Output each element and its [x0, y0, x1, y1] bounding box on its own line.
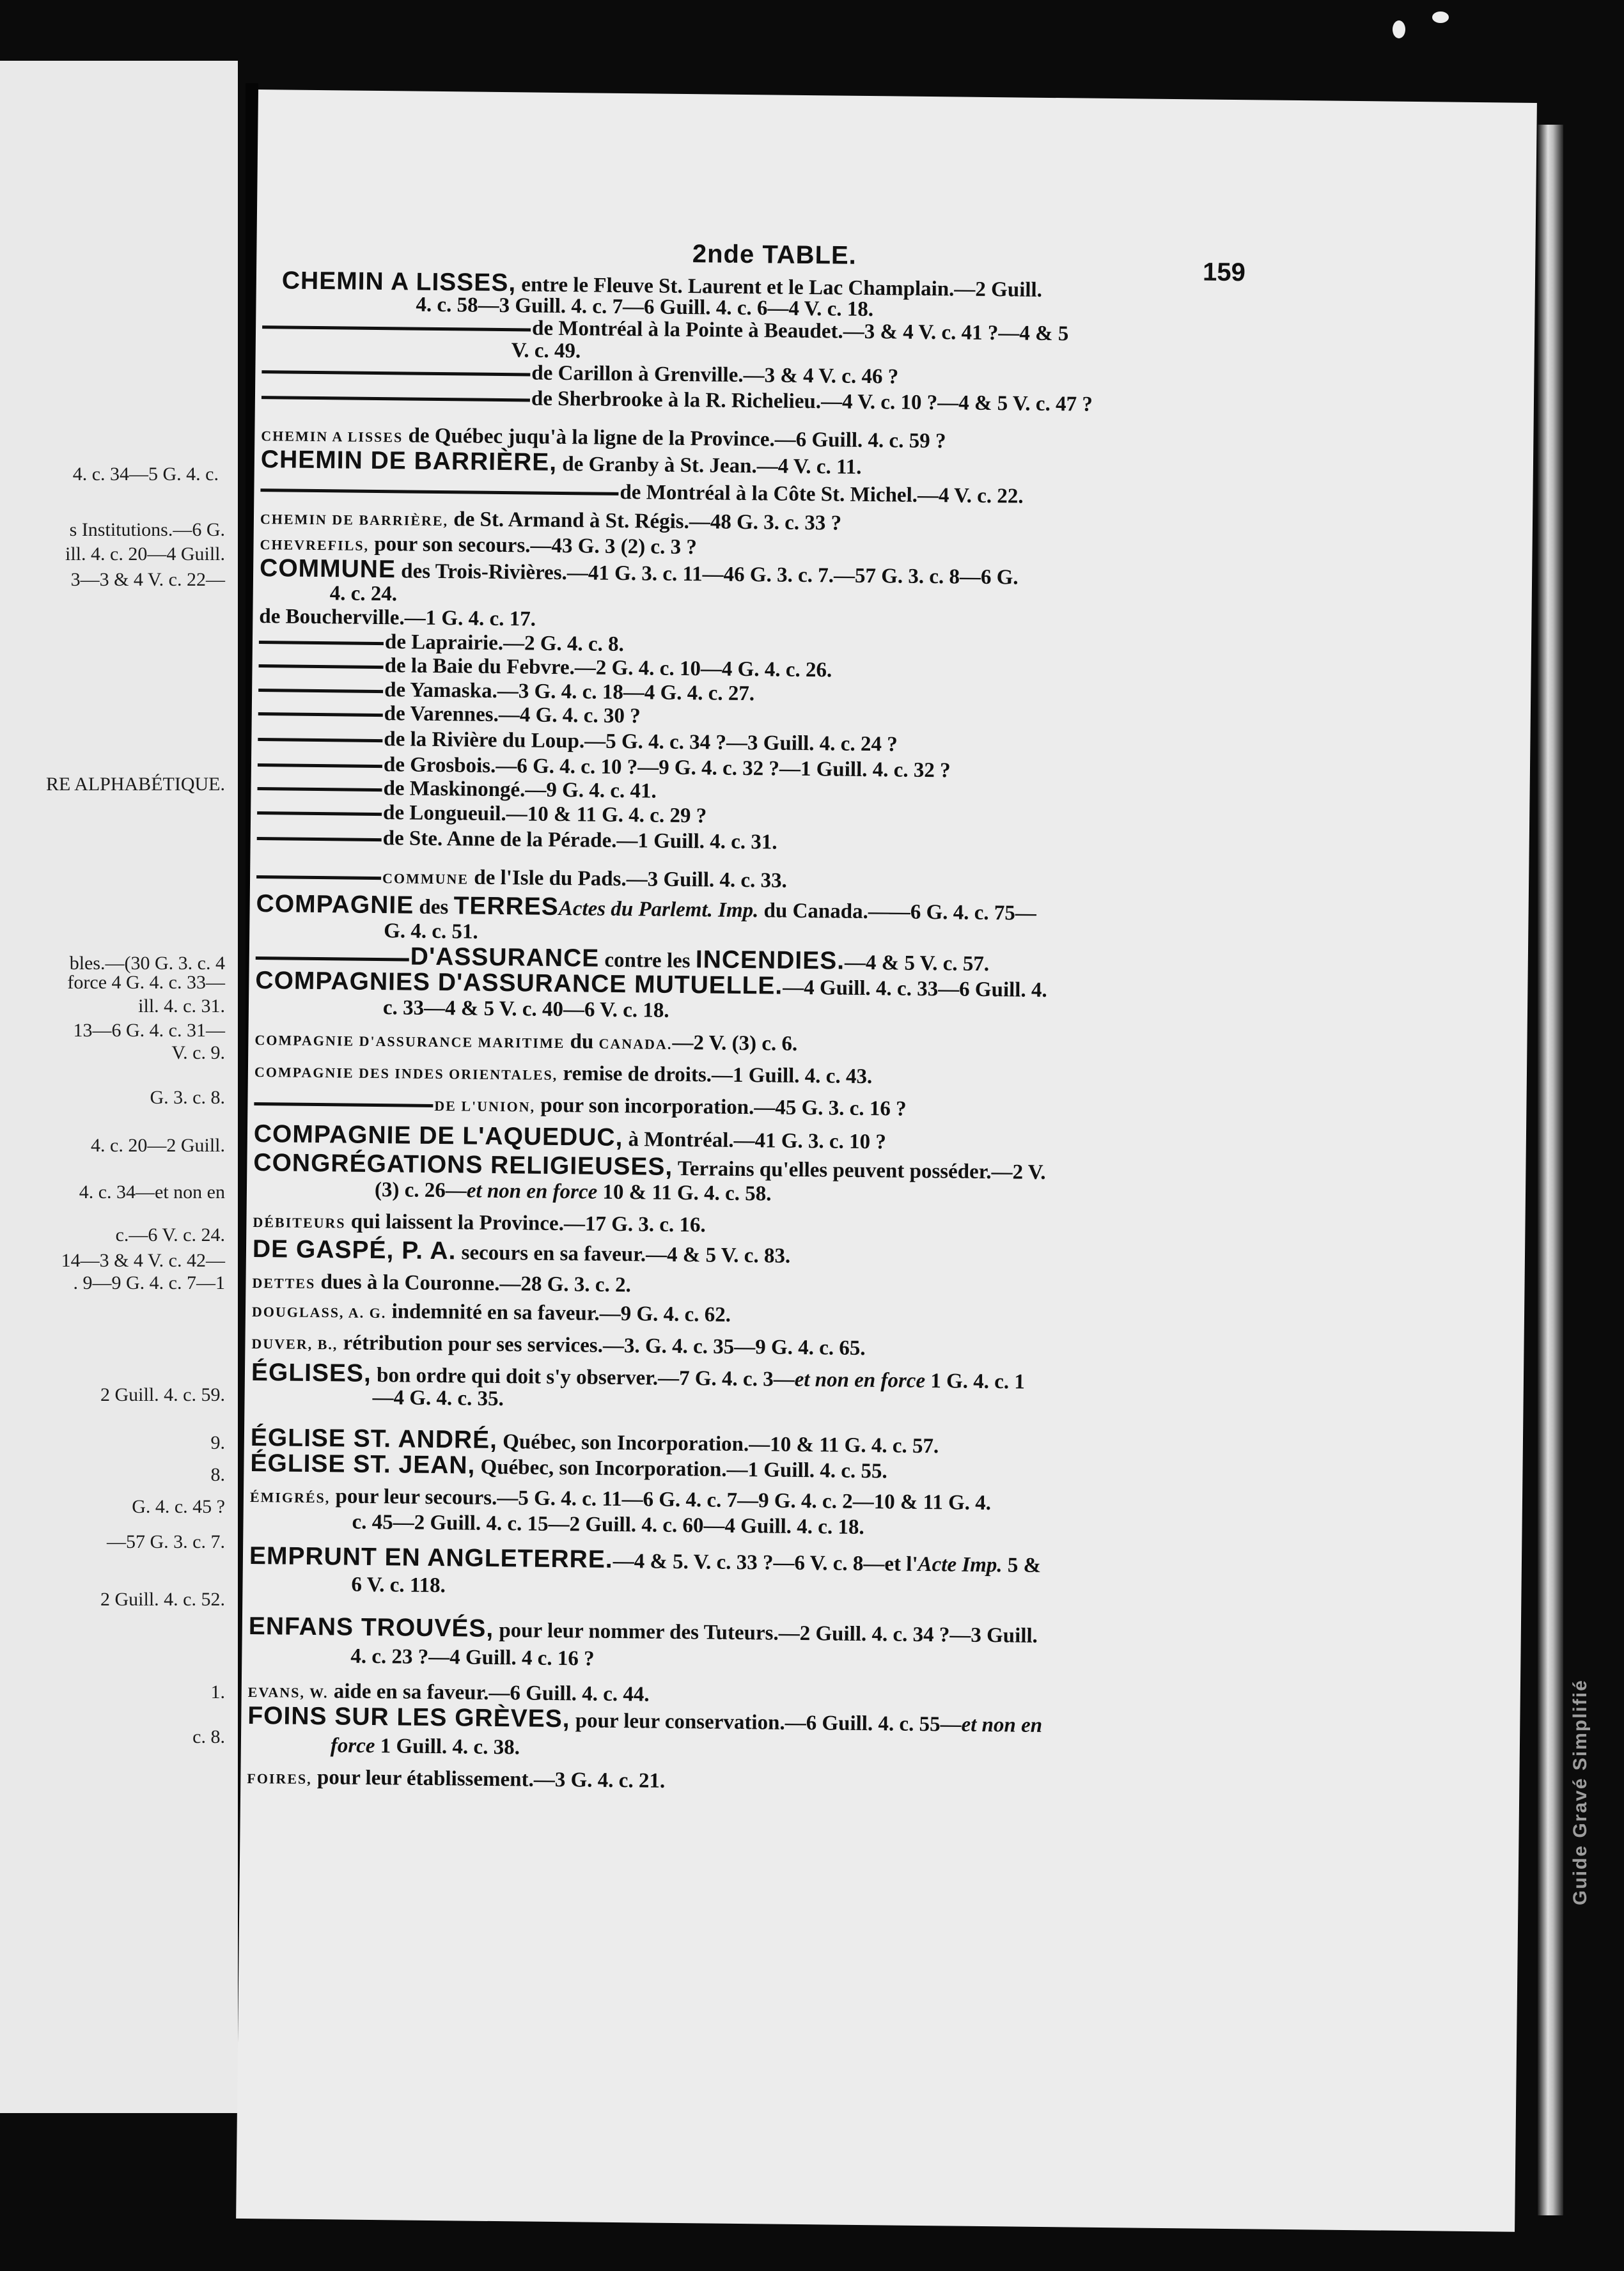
entry-heading: CANADA.: [598, 1035, 673, 1052]
ditto-rule: [256, 956, 409, 962]
entry-text: remise de droits.—1 Guill. 4. c. 43.: [558, 1061, 873, 1089]
index-entry: [254, 1058, 873, 1091]
entry-heading: CHEMIN DE BARRIÈRE,: [260, 446, 558, 476]
entry-heading: ÉGLISES,: [251, 1358, 372, 1387]
entry-heading: CHEVREFILS,: [260, 536, 370, 554]
entry-text: —4 & 5. V. c. 33 ?—6 V. c. 8—et l': [613, 1549, 918, 1576]
index-entry: [252, 1269, 631, 1299]
left-page-text-fragment: 13—6 G. 4. c. 31—: [73, 1020, 225, 1041]
ditto-rule: [258, 689, 383, 693]
left-page-text-fragment: ill. 4. c. 20—4 Guill.: [65, 543, 225, 565]
left-page-text-fragment: c.—6 V. c. 24.: [115, 1224, 225, 1245]
ditto-rule: [259, 664, 384, 669]
ditto-rule: [258, 712, 383, 717]
entry-text: Terrains qu'elles peuvent posséder.—2 V.: [673, 1157, 1046, 1184]
entry-text: de Granby à St. Jean.—4 V. c. 11.: [556, 452, 862, 479]
entry-heading: ENFANS TROUVÉS,: [248, 1612, 494, 1643]
entry-text: V. c. 49.: [511, 339, 581, 363]
index-entry: [262, 384, 1093, 417]
index-entry: [251, 1358, 1026, 1394]
index-entry: [253, 1208, 706, 1239]
entry-text: aide en sa faveur.—6 Guill. 4. c. 44.: [328, 1680, 650, 1706]
entry-text: pour son secours.—43 G. 3 (2) c. 3 ?: [368, 532, 698, 559]
entry-heading: DUVER, B.,: [251, 1335, 338, 1353]
left-page-text-fragment: G. 3. c. 8.: [150, 1087, 225, 1108]
entry-text: de Longueuil.—10 & 11 G. 4. c. 29 ?: [382, 801, 707, 828]
entry-text: du Canada.—: [758, 899, 890, 924]
entry-heading: COMPAGNIE DE L'AQUEDUC,: [253, 1120, 623, 1152]
ditto-rule: [259, 641, 384, 645]
entry-text: pour leur conservation.—6 Guill. 4. c. 55—: [570, 1709, 962, 1736]
entry-text: de Ste. Anne de la Pérade.—1 Guill. 4. c. 31.: [382, 827, 777, 854]
index-entry: [511, 338, 581, 363]
entry-text: de Sherbrooke à la R. Richelieu.—4 V. c. 10 ?—4 & 5 V. c. 47 ?: [531, 387, 1093, 416]
entry-text: de Grosbois.—6 G. 4. c. 10 ?—9 G. 4. c. 32 ?—1 Guill. 4. c. 32 ?: [383, 753, 951, 783]
entry-text: pour leur nommer des Tuteurs.—2 Guill. 4. c. 34 ?—3 Guill.: [493, 1618, 1038, 1648]
index-entry: [254, 1026, 797, 1058]
ditto-rule: [258, 787, 382, 792]
entry-heading: DOUGLASS, A. G.: [251, 1304, 387, 1322]
index-entry: [260, 476, 1024, 508]
left-page-text-fragment: 14—3 & 4 V. c. 42—: [61, 1250, 225, 1271]
entry-heading: ÉGLISE ST. JEAN,: [250, 1449, 476, 1479]
entry-heading: CONGRÉGATIONS RELIGIEUSES,: [253, 1149, 673, 1181]
index-entry: [352, 1510, 864, 1540]
entry-text: de Montréal à la Côte St. Michel.—4 V. c. 22.: [620, 480, 1024, 508]
entry-text: 4. c. 24.: [329, 582, 398, 606]
index-entry: [350, 1644, 595, 1671]
index-entry: [257, 775, 657, 804]
ditto-rule: [258, 763, 382, 768]
left-page-text-fragment: V. c. 9.: [171, 1042, 225, 1063]
entry-text: de l'Isle du Pads.—3 Guill. 4. c. 33.: [468, 866, 788, 893]
entry-text: des: [414, 895, 454, 919]
left-page-text-fragment: RE ALPHABÉTIQUE.: [46, 774, 225, 795]
entry-text: contre les: [599, 948, 696, 973]
entry-heading: ÉGLISE ST. ANDRÉ,: [250, 1423, 498, 1455]
scan-speck: [1393, 20, 1405, 38]
left-page-text-fragment: force 4 G. 4. c. 33—: [67, 972, 225, 993]
index-entry: [330, 581, 398, 606]
index-entry: [252, 1298, 731, 1329]
ditto-rule: [257, 811, 382, 816]
index-entry: [372, 1385, 504, 1411]
entry-text: 5 &: [1002, 1554, 1042, 1577]
entry-text: de Laprairie.—2 G. 4. c. 8.: [384, 630, 625, 657]
entry-text: c. 45—2 Guill. 4. c. 15—2 Guill. 4. c. 60—4 Guill. 4. c. 18.: [352, 1510, 864, 1540]
ditto-rule: [260, 488, 618, 496]
entry-heading: CHEMIN A LISSES,: [281, 267, 517, 297]
entry-text: Québec, son Incorporation.—10 & 11 G. 4. c. 57.: [497, 1430, 939, 1458]
entry-text: 1 G. 4. c. 1: [925, 1370, 1026, 1394]
entry-italic-text: et non en force: [466, 1179, 598, 1204]
entry-heading: COMPAGNIE: [256, 890, 414, 919]
entry-text: des Trois-Rivières.—41 G. 3. c. 11—46 G. 3. c. 7.—57 G. 3. c. 8—6 G.: [395, 559, 1019, 589]
left-page-text-fragment: c. 8.: [192, 1726, 225, 1747]
right-page: [236, 90, 1537, 2232]
entry-text: rétribution pour ses services.—3. G. 4. c. 35—9 G. 4. c. 65.: [338, 1331, 866, 1361]
ditto-rule: [262, 325, 531, 331]
entry-text: qui laissent la Province.—17 G. 3. c. 16.: [345, 1210, 706, 1237]
scan-speck: [1432, 12, 1449, 23]
entry-italic-text: et non en: [961, 1713, 1043, 1737]
index-entry: [254, 1090, 907, 1123]
entry-heading: EVANS, W.: [247, 1683, 329, 1701]
entry-italic-text: et non en force: [794, 1368, 926, 1393]
index-entry: [258, 700, 641, 728]
entry-heading: COMPAGNIE D'ASSURANCE MARITIME: [254, 1032, 565, 1052]
entry-text: de Varennes.—4 G. 4. c. 30 ?: [384, 702, 641, 728]
entry-text: (3) c. 26—: [374, 1178, 467, 1203]
left-page-text-fragment: 8.: [210, 1464, 225, 1485]
index-entry: [247, 1701, 1043, 1738]
entry-text: de Carillon à Grenville.—3 & 4 V. c. 46 ?: [531, 361, 899, 389]
left-page-text-fragment: 2 Guill. 4. c. 59.: [100, 1384, 225, 1405]
left-page-text-fragment: 1.: [210, 1682, 225, 1703]
entry-heading: ÉMIGRÉS,: [249, 1488, 331, 1506]
entry-text: bon ordre qui doit s'y observer.—7 G. 4. c. 3—: [371, 1363, 795, 1391]
ditto-rule: [256, 875, 381, 880]
entry-text: de St. Armand à St. Régis.—48 G. 3. c. 33 ?: [448, 508, 842, 535]
entry-text: dues à la Couronne.—28 G. 3. c. 2.: [315, 1270, 631, 1297]
left-page-text-fragment: 4. c. 34—5 G. 4. c.: [72, 464, 219, 485]
entry-heading: EMPRUNT EN ANGLETERRE.: [249, 1541, 613, 1573]
entry-text: 4. c. 58—3 Guill. 4. c. 7—6 Guill. 4. c. 6—4 V. c. 18.: [416, 293, 874, 322]
left-page-text-fragment: G. 4. c. 45 ?: [132, 1496, 225, 1517]
entry-text: c. 33—4 & 5 V. c. 40—6 V. c. 18.: [382, 996, 669, 1022]
entry-heading: COMPAGNIE DES INDES ORIENTALES,: [254, 1064, 558, 1083]
left-page-text-fragment: . 9—9 G. 4. c. 7—1: [73, 1272, 225, 1293]
left-page-text-fragment: 2 Guill. 4. c. 52.: [100, 1589, 225, 1610]
entry-text: indemnité en sa faveur.—9 G. 4. c. 62.: [386, 1300, 731, 1327]
left-page-text-fragment: bles.—(30 G. 3. c. 4: [69, 953, 225, 974]
entry-text: 1 Guill. 4. c. 38.: [375, 1735, 520, 1760]
entry-text: 4. c. 23 ?—4 Guill. 4 c. 16 ?: [350, 1644, 595, 1671]
ditto-rule: [254, 1102, 433, 1107]
entry-text: 10 & 11 G. 4. c. 58.: [597, 1180, 772, 1206]
entry-text: à Montréal.—41 G. 3. c. 10 ?: [623, 1128, 887, 1154]
entry-text: du: [565, 1030, 599, 1054]
ditto-rule: [257, 837, 382, 841]
entry-heading: COMMUNE: [259, 554, 396, 584]
entry-text: —2 V. (3) c. 6.: [672, 1031, 798, 1056]
entry-italic-text: Acte Imp.: [917, 1552, 1003, 1577]
index-entry: [375, 1178, 772, 1206]
entry-text: de Boucherville.—1 G. 4. c. 17.: [259, 605, 536, 631]
entry-heading: CHEMIN A LISSES: [261, 428, 403, 446]
entry-text: G. 4. c. 51.: [384, 919, 478, 944]
entry-heading: DÉBITEURS: [253, 1214, 346, 1231]
left-page-text-fragment: 3—3 & 4 V. c. 22—: [70, 569, 225, 590]
entry-text: de Montréal à la Pointe à Beaudet.—3 & 4 V. c. 41 ?—4 & 5: [531, 316, 1069, 346]
index-entry: [262, 313, 1069, 346]
page-edge: [1538, 125, 1563, 2215]
entry-heading: DETTES: [252, 1275, 316, 1292]
entry-text: —4 Guill. 4. c. 33—6 Guill. 4.: [783, 976, 1047, 1002]
index-entry: [259, 604, 536, 632]
entry-italic-text: Actes du Parlemt. Imp.: [558, 896, 759, 923]
entry-heading: CHEMIN DE BARRIÈRE,: [260, 511, 449, 529]
entry-text: de Yamaska.—3 G. 4. c. 18—4 G. 4. c. 27.: [384, 678, 755, 706]
entry-heading: COMMUNE: [382, 870, 469, 887]
entry-text: —4 G. 4. c. 35.: [372, 1385, 504, 1411]
index-entry: [247, 1765, 665, 1795]
index-entry: [383, 995, 669, 1023]
side-strip-text: Guide Gravé Simplifié: [1570, 1679, 1591, 1905]
running-head: 2nde TABLE.: [692, 240, 857, 270]
left-page-text-fragment: 4. c. 34—et non en: [79, 1182, 225, 1203]
index-entry: [384, 919, 478, 944]
index-entry: [331, 1733, 520, 1760]
left-page-text-fragment: s Institutions.—6 G.: [69, 519, 225, 540]
entry-text: pour leur établissement.—3 G. 4. c. 21.: [311, 1766, 666, 1793]
entry-heading: FOINS SUR LES GRÈVES,: [247, 1701, 570, 1733]
entry-text: de la Baie du Febvre.—2 G. 4. c. 10—4 G. 4. c. 26.: [384, 654, 832, 682]
index-entry: [261, 448, 862, 480]
entry-text: Québec, son Incorporation.—1 Guill. 4. c. 55.: [475, 1455, 887, 1483]
ditto-rule: [262, 370, 530, 376]
entry-text: secours en sa faveur.—4 & 5 V. c. 83.: [456, 1241, 791, 1268]
page-number: 159: [1202, 258, 1246, 287]
left-page-text-fragment: 4. c. 20—2 Guill.: [91, 1135, 225, 1156]
index-entry: [256, 863, 787, 895]
entry-text: de Maskinongé.—9 G. 4. c. 41.: [383, 777, 657, 803]
index-entry: [253, 1151, 1046, 1185]
entry-text: de la Rivière du Loup.—5 G. 4. c. 34 ?—3 Guill. 4. c. 24 ?: [384, 728, 898, 756]
index-entry: [257, 825, 777, 855]
entry-text: 6 V. c. 118.: [351, 1573, 446, 1598]
index-entry: [257, 799, 707, 828]
index-entry: [351, 1573, 446, 1598]
ditto-rule: [258, 738, 382, 742]
entry-heading: TERRES: [453, 892, 559, 921]
left-page-text-fragment: —57 G. 3. c. 7.: [107, 1531, 225, 1552]
entry-heading: DE GASPÉ, P. A.: [252, 1235, 457, 1265]
entry-heading: DE L'UNION,: [434, 1097, 536, 1115]
entry-text: entre le Fleuve St. Laurent et le Lac Champlain.—2 Guill.: [515, 273, 1043, 302]
index-entry: [249, 1614, 1038, 1648]
left-page-text-fragment: 9.: [210, 1432, 225, 1453]
entry-text: de Québec juqu'à la ligne de la Province.—6 Guill. 4. c. 59 ?: [403, 424, 946, 453]
entry-text: —4 & 5 V. c. 57.: [844, 951, 990, 976]
entry-text: —6 G. 4. c. 75—: [889, 900, 1037, 925]
left-page-fragment: [0, 61, 238, 2113]
ditto-rule: [262, 396, 530, 402]
entry-heading: D'ASSURANCE: [410, 942, 600, 972]
entry-text: pour leur secours.—5 G. 4. c. 11—6 G. 4. c. 7—9 G. 4. c. 2—10 & 11 G. 4.: [330, 1485, 992, 1515]
left-page-text-fragment: ill. 4. c. 31.: [138, 995, 225, 1017]
index-entry: [251, 1330, 866, 1362]
entry-heading: FOIRES,: [247, 1770, 312, 1788]
entry-heading: INCENDIES.: [695, 946, 845, 975]
index-entry: [253, 1237, 791, 1268]
entry-text: pour son incorporation.—45 G. 3. c. 16 ?: [535, 1093, 907, 1121]
index-entry: [256, 892, 1036, 926]
entry-italic-text: force: [330, 1734, 375, 1758]
entry-heading: COMPAGNIES D'ASSURANCE MUTUELLE.: [255, 967, 783, 1000]
